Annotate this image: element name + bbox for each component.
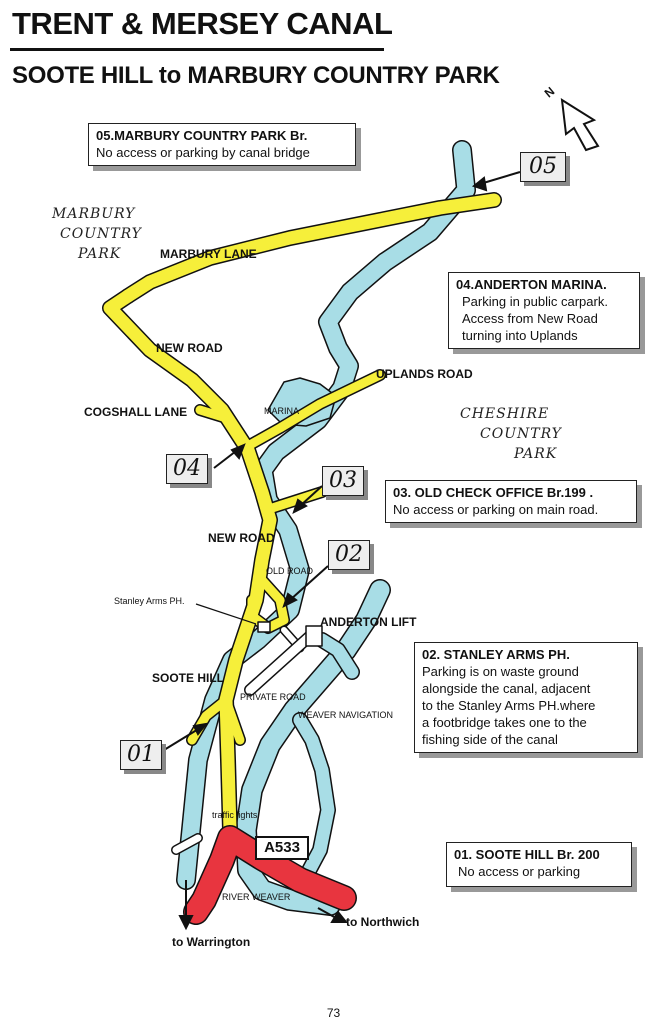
info-box-05-heading: 05.MARBURY COUNTRY PARK Br. <box>96 128 308 143</box>
page-number: 73 <box>326 1006 341 1020</box>
info-box-05 <box>88 123 356 166</box>
label-marbury-park-3: PARK <box>78 246 122 262</box>
label-weaver-navigation: WEAVER NAVIGATION <box>298 710 394 720</box>
info-box-04-line-2: Access from New Road <box>462 311 598 326</box>
info-box-04-line-3: turning into Uplands <box>462 328 578 343</box>
label-river-weaver: RIVER WEAVER <box>222 892 291 902</box>
info-box-05-text: No access or parking by canal bridge <box>96 145 310 160</box>
info-box-02-line-1: Parking is on waste ground <box>422 664 579 679</box>
label-anderton-lift: ANDERTON LIFT <box>320 615 417 629</box>
a533-road-sign: A533 <box>255 836 309 860</box>
label-private-road: PRIVATE ROAD <box>240 692 306 702</box>
north-arrow-icon <box>562 100 598 150</box>
label-old-road: OLD ROAD <box>266 566 314 576</box>
label-soote-hill: SOOTE HILL <box>152 671 224 685</box>
label-cheshire-park-1: CHESHIRE <box>460 406 550 422</box>
anderton-lift-building <box>306 626 322 646</box>
map-title: TRENT & MERSEY CANAL <box>12 6 393 41</box>
info-box-02-line-4: a footbridge takes one to the <box>422 715 587 730</box>
info-box-01 <box>446 842 632 887</box>
label-marina: MARINA <box>264 406 300 416</box>
label-new-road-2: NEW ROAD <box>208 531 275 545</box>
info-box-02-line-2: alongside the canal, adjacent <box>422 681 591 696</box>
info-box-03 <box>385 480 637 523</box>
tag-03: 03 <box>322 466 364 496</box>
label-marbury-lane: MARBURY LANE <box>160 247 257 261</box>
info-box-01-text: No access or parking <box>458 864 581 879</box>
label-to-warrington: to Warrington <box>172 935 251 949</box>
tag-05: 05 <box>520 152 566 182</box>
map-subtitle: SOOTE HILL to MARBURY COUNTRY PARK <box>12 62 500 89</box>
compass-letter: N <box>541 84 558 101</box>
tag-02: 02 <box>328 540 370 570</box>
label-marbury-park-2: COUNTRY <box>60 226 142 242</box>
info-box-04 <box>448 272 640 349</box>
tag-01: 01 <box>120 740 162 770</box>
label-stanley-arms: Stanley Arms PH. <box>114 596 185 606</box>
info-box-03-heading: 03. OLD CHECK OFFICE Br.199 . <box>393 485 594 500</box>
label-marbury-park-1: MARBURY <box>52 206 136 222</box>
label-cheshire-park-2: COUNTRY <box>480 426 562 442</box>
label-uplands-road: UPLANDS ROAD <box>376 367 473 381</box>
label-cheshire-park-3: PARK <box>514 446 558 462</box>
info-box-02-line-3: to the Stanley Arms PH.where <box>422 698 596 713</box>
info-box-02-heading: 02. STANLEY ARMS PH. <box>422 647 570 662</box>
info-box-03-text: No access or parking on main road. <box>393 502 599 517</box>
label-new-road-1: NEW ROAD <box>156 341 223 355</box>
stanley-arms-building <box>258 622 270 632</box>
tag-04: 04 <box>166 454 208 484</box>
info-box-04-heading: 04.ANDERTON MARINA. <box>456 277 607 292</box>
info-box-02-line-5: fishing side of the canal <box>422 732 558 747</box>
label-to-northwich: to Northwich <box>346 915 420 929</box>
label-cogshall-lane: COGSHALL LANE <box>84 405 188 419</box>
info-box-04-line-1: Parking in public carpark. <box>462 294 608 309</box>
north-arrow <box>542 84 598 150</box>
pointer-05 <box>480 172 520 184</box>
info-box-01-heading: 01. SOOTE HILL Br. 200 <box>454 847 600 862</box>
info-box-02 <box>414 642 638 753</box>
label-traffic-lights: traffic lights <box>212 810 258 820</box>
